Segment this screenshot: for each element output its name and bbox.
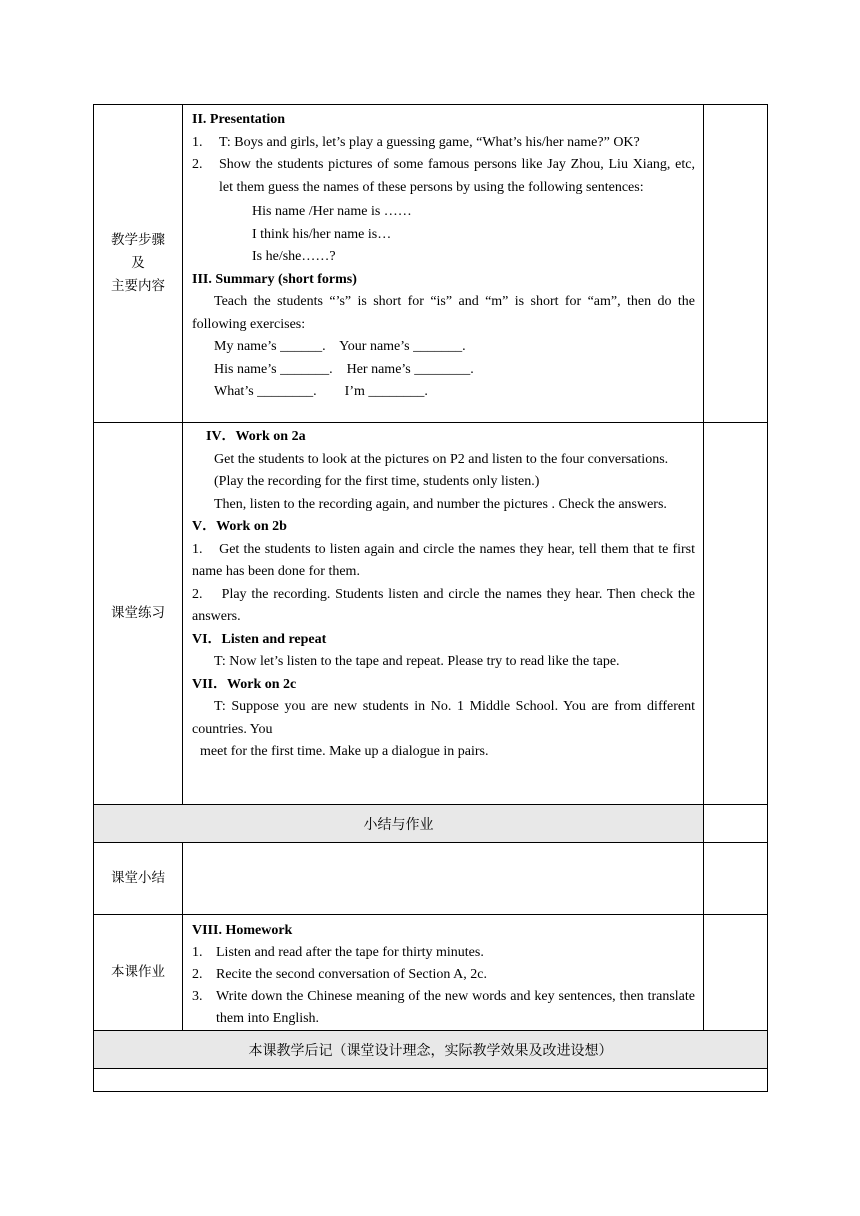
row-homework bbox=[94, 915, 768, 1031]
list-item bbox=[192, 942, 695, 964]
list-item bbox=[192, 964, 695, 986]
class-summary-content bbox=[183, 843, 704, 915]
example-sentence: I think his/her name is… bbox=[252, 226, 392, 242]
row-label-class-practice: 课堂练习 bbox=[94, 423, 183, 805]
paragraph: 1. Get the students to listen again and circle the names they hear, tell them that te first name has been done for them. bbox=[192, 541, 699, 579]
section-header-postscript: 本课教学后记（课堂设计理念，实际教学效果及改进设想） bbox=[94, 1031, 768, 1069]
example-sentence: Is he/she……? bbox=[252, 249, 336, 264]
item-text: T: Boys and girls, let’s play a guessing game, “What’s his/her name?” OK? bbox=[219, 134, 640, 150]
listen-repeat-heading: VI．Listen and repeat bbox=[192, 631, 327, 647]
item-text: Recite the second conversation of Section A, 2c. bbox=[216, 967, 487, 982]
homework-heading: VIII. Homework bbox=[192, 923, 293, 938]
section-header-summary-homework: 小结与作业 bbox=[94, 805, 704, 843]
row-class-summary bbox=[94, 843, 768, 915]
teaching-steps-content bbox=[183, 105, 704, 423]
homework-content bbox=[183, 915, 704, 1031]
list-item bbox=[192, 154, 695, 199]
remarks-cell bbox=[704, 805, 768, 843]
lesson-plan-table bbox=[93, 104, 768, 1092]
remarks-cell bbox=[704, 843, 768, 915]
row-label-teaching-steps bbox=[94, 105, 183, 423]
example-sentence: His name /Her name is …… bbox=[252, 204, 412, 219]
remarks-cell bbox=[704, 915, 768, 1031]
summary-text: Teach the students “’s” is short for “is” and “m” is short for “am”, then do the following exercises: bbox=[192, 294, 695, 332]
list-item bbox=[192, 132, 695, 155]
work-2c-heading: VII．Work on 2c bbox=[192, 676, 297, 692]
exercise-line: My name’s ______. Your name’s _______. bbox=[214, 339, 466, 354]
row-label-class-summary: 课堂小结 bbox=[94, 843, 183, 915]
work-2a-heading: IV．Work on 2a bbox=[206, 429, 306, 444]
row-section-header bbox=[94, 805, 768, 843]
postscript-content bbox=[94, 1069, 768, 1092]
paragraph: Get the students to look at the pictures on P2 and listen to the four conversations. bbox=[214, 451, 669, 467]
item-number: 3. bbox=[192, 989, 203, 1004]
label-line: 及 bbox=[131, 255, 145, 271]
work-2b-heading: V．Work on 2b bbox=[192, 519, 287, 534]
remarks-cell bbox=[704, 423, 768, 805]
paragraph: T: Suppose you are new students in No. 1 Middle School. You are from different countries. You bbox=[192, 699, 695, 737]
exercise-line: What’s ________. I’m ________. bbox=[214, 384, 428, 399]
item-text: Write down the Chinese meaning of the new words and key sentences, then translate them into English. bbox=[216, 989, 695, 1026]
label-line: 教学步骤 bbox=[111, 232, 165, 248]
paragraph: (Play the recording for the first time, students only listen.) bbox=[214, 474, 540, 489]
row-postscript-content bbox=[94, 1069, 768, 1092]
paragraph: Then, listen to the recording again, and number the pictures . Check the answers. bbox=[214, 496, 667, 512]
item-number: 1. bbox=[192, 945, 203, 960]
row-postscript-header bbox=[94, 1031, 768, 1069]
paragraph: T: Now let’s listen to the tape and repeat. Please try to read like the tape. bbox=[214, 654, 620, 669]
class-practice-content bbox=[183, 423, 704, 805]
row-teaching-steps bbox=[94, 105, 768, 423]
paragraph: meet for the first time. Make up a dialogue in pairs. bbox=[200, 744, 489, 759]
item-number: 2. bbox=[192, 157, 203, 172]
row-class-practice bbox=[94, 423, 768, 805]
summary-heading: III. Summary (short forms) bbox=[192, 271, 357, 287]
paragraph: 2. Play the recording. Students listen and circle the names they hear. Then check the answers. bbox=[192, 586, 699, 624]
exercise-line: His name’s _______. Her name’s ________. bbox=[214, 361, 474, 377]
label-line: 主要内容 bbox=[111, 278, 165, 294]
presentation-heading: II. Presentation bbox=[192, 112, 286, 127]
remarks-cell bbox=[704, 105, 768, 423]
item-number: 1. bbox=[192, 134, 203, 150]
item-text: Show the students pictures of some famous persons like Jay Zhou, Liu Xiang, etc, let them guess the names of these persons by using the following sentences: bbox=[219, 157, 695, 195]
row-label-homework: 本课作业 bbox=[94, 915, 183, 1031]
item-text: Listen and read after the tape for thirty minutes. bbox=[216, 945, 484, 960]
list-item bbox=[192, 986, 695, 1030]
item-number: 2. bbox=[192, 967, 203, 982]
